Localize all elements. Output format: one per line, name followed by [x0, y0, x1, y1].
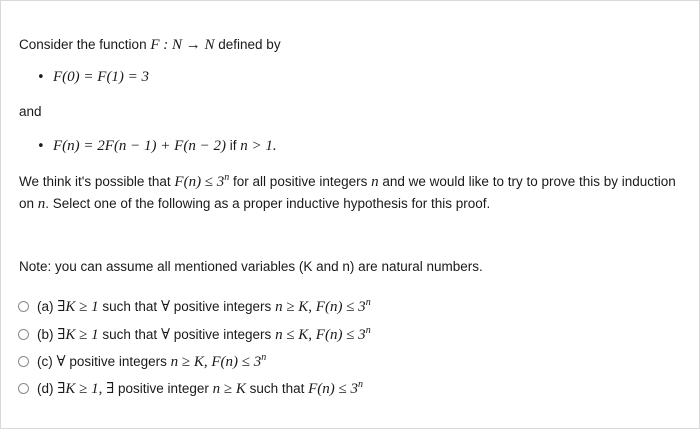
- option-b-label: (b): [37, 327, 54, 342]
- problem-part3: and we would like to try to prove this by induction on: [19, 174, 676, 211]
- option-c[interactable]: [18, 348, 266, 368]
- intro-suffix: defined by: [214, 37, 281, 52]
- option-b[interactable]: [18, 321, 371, 341]
- base-case-math: F(0) = F(1) = 3: [53, 69, 150, 85]
- claim-math: [174, 174, 229, 190]
- option-d-label: (d): [37, 381, 54, 396]
- note-text: Note: you can assume all mentioned variables (K and n) are natural numbers.: [19, 259, 483, 274]
- var-n: n: [371, 174, 379, 190]
- option-a-math3: [275, 299, 371, 315]
- option-b-math3: [275, 327, 371, 343]
- option-a-text1: such that: [98, 299, 161, 314]
- recurrence-if: if: [225, 138, 241, 153]
- option-a-math3-base: n ≥ K, F(n) ≤ 3: [275, 299, 366, 315]
- function-signature: F : N → N: [150, 37, 215, 53]
- option-a-label: (a): [37, 299, 54, 314]
- option-a[interactable]: [18, 293, 371, 313]
- option-c-math1: ∀: [56, 354, 66, 370]
- option-b-math2: ∀: [160, 327, 170, 343]
- option-b-text1: such that: [98, 327, 161, 342]
- radio-button-a[interactable]: [18, 301, 29, 312]
- option-c-label: (c): [37, 354, 53, 369]
- option-d-math2: n ≥ K: [212, 381, 246, 397]
- problem-part1: We think it's possible that: [19, 174, 175, 189]
- recurrence-condition: n > 1.: [240, 138, 277, 154]
- radio-button-c[interactable]: [18, 356, 29, 367]
- recurrence-math: F(n) = 2F(n − 1) + F(n − 2): [53, 138, 226, 154]
- definition-recurrence: [37, 136, 277, 157]
- claim-exponent: n: [224, 172, 230, 183]
- claim-base: F(n) ≤ 3: [174, 174, 225, 190]
- option-b-exponent: n: [365, 325, 371, 336]
- intro-line: [19, 35, 281, 55]
- radio-button-d[interactable]: [18, 383, 29, 394]
- option-d-math3: [308, 381, 363, 397]
- definition-base-case: [37, 67, 149, 88]
- problem-statement: [19, 167, 679, 215]
- option-b-math3-base: n ≤ K, F(n) ≤ 3: [275, 327, 366, 343]
- var-n-2: n: [37, 196, 46, 212]
- option-c-math2: [171, 354, 267, 370]
- bullet-icon: •: [37, 70, 45, 85]
- problem-part4: . Select one of the following as a proper inductive hypothesis for this proof.: [45, 196, 491, 211]
- option-d-math3-base: F(n) ≤ 3: [308, 381, 359, 397]
- option-d-text1: positive integer: [114, 381, 213, 396]
- connector-text: and: [19, 104, 42, 119]
- radio-button-b[interactable]: [18, 329, 29, 340]
- option-a-math2: ∀: [160, 299, 170, 315]
- option-d[interactable]: [18, 375, 363, 395]
- option-b-math1: ∃K ≥ 1: [57, 327, 99, 343]
- problem-part2: for all positive integers: [229, 174, 372, 189]
- option-d-math1: ∃K ≥ 1, ∃: [57, 381, 115, 397]
- option-d-text2: such that: [245, 381, 309, 396]
- bullet-icon: •: [37, 139, 45, 154]
- option-a-text2: positive integers: [170, 299, 276, 314]
- option-d-exponent: n: [358, 379, 364, 390]
- option-c-exponent: n: [261, 352, 267, 363]
- option-c-math2-base: n ≥ K, F(n) ≤ 3: [170, 354, 262, 370]
- option-a-math1: ∃K ≥ 1: [57, 299, 99, 315]
- intro-prefix: Consider the function: [19, 37, 151, 52]
- option-c-text1: positive integers: [65, 354, 171, 369]
- option-a-exponent: n: [365, 297, 371, 308]
- option-b-text2: positive integers: [170, 327, 276, 342]
